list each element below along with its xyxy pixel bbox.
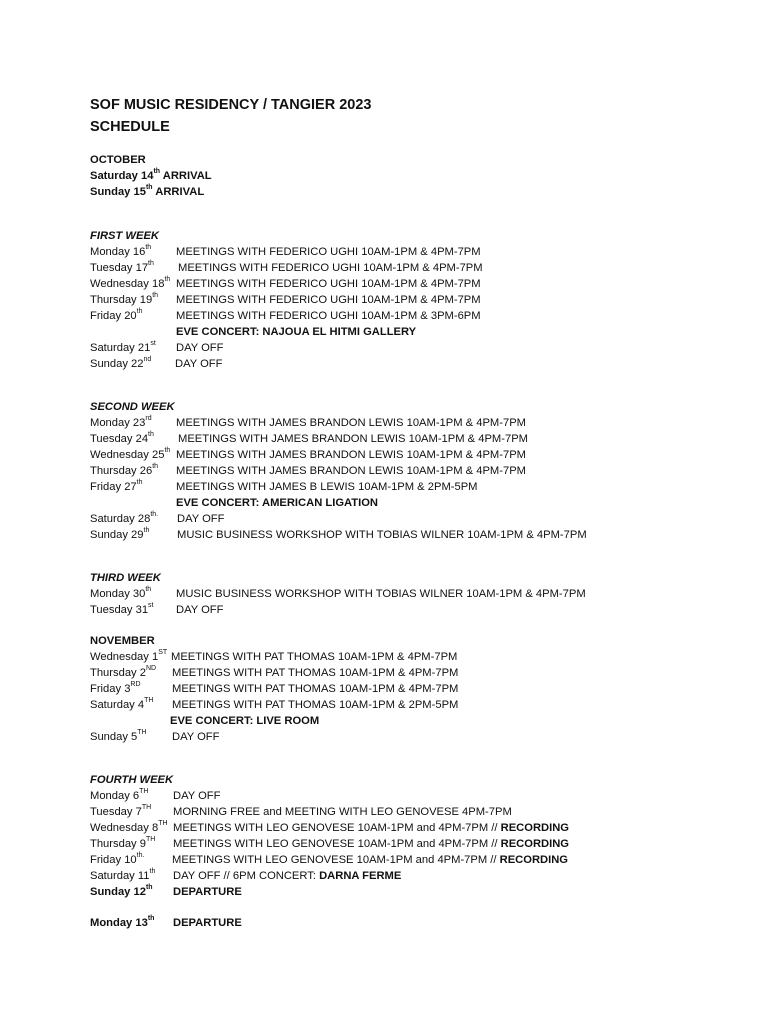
row-day: Saturday $28^{th.}$ bbox=[90, 511, 159, 525]
row-event: MEETINGS WITH LEO GENOVESE 10AM-1PM and 4PM-7PM // RECORDING bbox=[173, 822, 569, 834]
row-event: MUSIC BUSINESS WORKSHOP WITH TOBIAS WILNER 10AM-1PM & 4PM-7PM bbox=[176, 588, 586, 600]
row-event: DEPARTURE bbox=[173, 917, 242, 929]
row-day: Sunday 5TH bbox=[90, 729, 147, 743]
row-event: MEETINGS WITH FEDERICO UGHI 10AM-1PM & 4PM-7PM bbox=[178, 262, 483, 274]
row-day: Thursday 9TH bbox=[90, 836, 156, 850]
row-event: MUSIC BUSINESS WORKSHOP WITH TOBIAS WILNER 10AM-1PM & 4PM-7PM bbox=[177, 529, 587, 541]
row-day: Tuesday 7TH bbox=[90, 804, 152, 818]
arrival-day: Saturday 14 bbox=[90, 170, 154, 182]
row-event: DEPARTURE bbox=[173, 886, 242, 898]
row-day: Tuesday 24th bbox=[90, 431, 154, 445]
row-event: MEETINGS WITH LEO GENOVESE 10AM-1PM and 4PM-7PM // RECORDING bbox=[172, 854, 568, 866]
row-day: Wednesday 18th bbox=[90, 276, 171, 290]
row-day: Wednesday 25th bbox=[90, 447, 171, 461]
month-heading-october: OCTOBER bbox=[90, 154, 146, 166]
row-day: Monday 16th bbox=[90, 244, 152, 258]
row-day: Tuesday 31st bbox=[90, 602, 154, 616]
concert-venue: DARNA FERME bbox=[319, 870, 402, 882]
row-event: MEETINGS WITH PAT THOMAS 10AM-1PM & 4PM-7PM bbox=[172, 667, 459, 679]
arrival-line bbox=[90, 168, 212, 184]
week-heading-fourth: FOURTH WEEK bbox=[90, 774, 174, 786]
row-day: Tuesday 17th bbox=[90, 260, 154, 274]
row-event: MEETINGS WITH JAMES BRANDON LEWIS 10AM-1PM & 4PM-7PM bbox=[176, 417, 526, 429]
row-event: MEETINGS WITH FEDERICO UGHI 10AM-1PM & 4PM-7PM bbox=[176, 246, 481, 258]
row-day: Wednesday 8TH bbox=[90, 820, 168, 834]
recording-tag: RECORDING bbox=[500, 838, 569, 850]
ordinal-suffix: th bbox=[153, 168, 161, 176]
row-event: MEETINGS WITH JAMES B LEWIS 10AM-1PM & 2PM-5PM bbox=[176, 481, 478, 493]
row-day: Monday 6TH bbox=[90, 788, 149, 802]
document-subtitle: SCHEDULE bbox=[90, 119, 170, 135]
arrival-day: Sunday 15 bbox=[90, 186, 146, 198]
row-day: Sunday 22nd bbox=[90, 356, 152, 370]
row-event: DAY OFF bbox=[176, 604, 224, 616]
row-day: Monday 30th bbox=[90, 586, 152, 600]
row-day: Sunday 29th bbox=[90, 527, 150, 541]
row-day: Monday 23rd bbox=[90, 415, 152, 429]
row-event: DAY OFF bbox=[175, 358, 223, 370]
row-event: MEETINGS WITH LEO GENOVESE 10AM-1PM and 4PM-7PM // RECORDING bbox=[173, 838, 569, 850]
recording-tag: RECORDING bbox=[499, 854, 568, 866]
row-day: Friday 3RD bbox=[90, 681, 141, 695]
row-event: MEETINGS WITH JAMES BRANDON LEWIS 10AM-1PM & 4PM-7PM bbox=[176, 449, 526, 461]
row-event: DAY OFF // 6PM CONCERT: DARNA FERME bbox=[173, 870, 402, 882]
month-heading-november: NOVEMBER bbox=[90, 635, 155, 647]
row-day: Monday 13th bbox=[90, 915, 155, 929]
row-event: DAY OFF bbox=[172, 731, 220, 743]
row-event: MEETINGS WITH PAT THOMAS 10AM-1PM & 2PM-5PM bbox=[172, 699, 459, 711]
row-day: Saturday 4TH bbox=[90, 697, 154, 711]
arrival-line bbox=[90, 184, 204, 200]
ordinal-suffix: th bbox=[145, 184, 153, 192]
row-day: Sunday 12th bbox=[90, 884, 153, 898]
row-day: Wednesday 1ST bbox=[90, 649, 168, 663]
row-day: Friday 27th bbox=[90, 479, 143, 493]
row-day: Saturday 21st bbox=[90, 340, 156, 354]
recording-tag: RECORDING bbox=[500, 822, 569, 834]
week-heading-second: SECOND WEEK bbox=[90, 401, 175, 413]
row-event: MEETINGS WITH FEDERICO UGHI 10AM-1PM & 4PM-7PM bbox=[176, 278, 481, 290]
row-day: Friday 20th bbox=[90, 308, 143, 322]
week-heading-first: FIRST WEEK bbox=[90, 230, 159, 242]
row-day: Saturday 11th bbox=[90, 868, 156, 882]
row-day: Friday $10^{th.}$ bbox=[90, 852, 145, 866]
eve-concert: EVE CONCERT: NAJOUA EL HITMI GALLERY bbox=[176, 326, 417, 338]
eve-concert: EVE CONCERT: LIVE ROOM bbox=[170, 715, 320, 727]
row-event: MEETINGS WITH FEDERICO UGHI 10AM-1PM & 4PM-7PM bbox=[176, 294, 481, 306]
row-day: Thursday 26th bbox=[90, 463, 159, 477]
row-event: MEETINGS WITH PAT THOMAS 10AM-1PM & 4PM-7PM bbox=[172, 683, 459, 695]
row-event: MEETINGS WITH JAMES BRANDON LEWIS 10AM-1PM & 4PM-7PM bbox=[176, 465, 526, 477]
week-heading-third: THIRD WEEK bbox=[90, 572, 161, 584]
row-event: DAY OFF bbox=[176, 342, 224, 354]
document-title: SOF MUSIC RESIDENCY / TANGIER 2023 bbox=[90, 97, 372, 113]
arrival-text: ARRIVAL bbox=[152, 186, 205, 198]
row-day: Thursday 19th bbox=[90, 292, 159, 306]
row-event: DAY OFF bbox=[177, 513, 225, 525]
row-day: Thursday 2ND bbox=[90, 665, 157, 679]
row-event: MEETINGS WITH PAT THOMAS 10AM-1PM & 4PM-7PM bbox=[171, 651, 458, 663]
eve-concert: EVE CONCERT: AMERICAN LIGATION bbox=[176, 497, 378, 509]
row-event: MEETINGS WITH FEDERICO UGHI 10AM-1PM & 3PM-6PM bbox=[176, 310, 481, 322]
arrival-text: ARRIVAL bbox=[160, 170, 212, 182]
row-event: MEETINGS WITH JAMES BRANDON LEWIS 10AM-1PM & 4PM-7PM bbox=[178, 433, 528, 445]
row-event: MORNING FREE and MEETING WITH LEO GENOVESE 4PM-7PM bbox=[173, 806, 512, 818]
row-event: DAY OFF bbox=[173, 790, 221, 802]
